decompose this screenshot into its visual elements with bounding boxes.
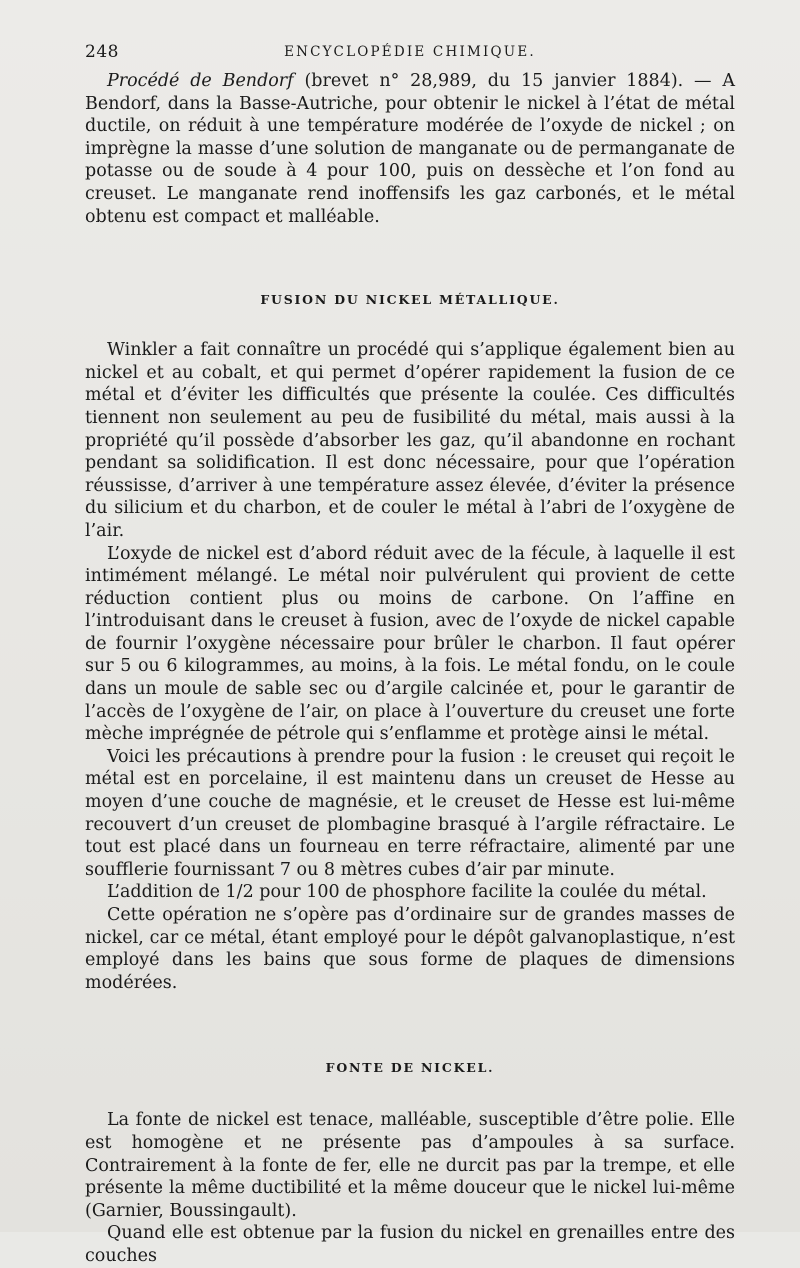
bendorf-text: (brevet n° 28,989, du 15 janvier 1884). — A Bendorf, dans la Basse-Autriche, pour obtenir le nickel à l’état de métal ductile, on réduit à une température modérée de l’oxyde de nickel ; on imprègne la masse d’une solution de manganate ou de permanganate de potasse ou de soude à 4 pour 100, puis on dessèche et l’on fond au creuset. Le manganate rend inoffensifs les gaz carbonés, et le métal obtenu est compact et malléable. [85, 71, 735, 227]
running-head [85, 42, 735, 66]
section-heading-fusion: FUSION DU NICKEL MÉTALLIQUE. [260, 292, 560, 308]
bendorf-lead: Procédé de Bendorf [107, 71, 294, 91]
page-number: 248 [85, 42, 119, 62]
fusion-paragraph-5: Cette opération ne s’opère pas d’ordinaire sur de grandes masses de nickel, car ce métal, étant employé pour le dépôt galvanoplastique, n’est employé dans les bains que sous forme de plaques de dimensions modérées. [85, 905, 735, 993]
fonte-paragraph-2: Quand elle est obtenue par la fusion du nickel en grenailles entre des couches [85, 1223, 735, 1266]
fusion-paragraph-2: L’oxyde de nickel est d’abord réduit avec de la fécule, à laquelle il est intimément mélangé. Le métal noir pulvérulent qui provient de cette réduction contient plus ou moins de carbone. On l’affine en l’introduisant dans le creuset à fusion, avec de l’oxyde de nickel capable de fournir l’oxygène nécessaire pour brûler le charbon. Il faut opérer sur 5 ou 6 kilogrammes, au moins, à la fois. Le métal fondu, on le coule dans un moule de sable sec ou d’argile calcinée et, pour le garantir de l’accès de l’oxygène de l’air, on place à l’ouverture du creuset une forte mèche imprégnée de pétrole qui s’enflamme et protège ainsi le métal. [85, 543, 735, 745]
running-title: ENCYCLOPÉDIE CHIMIQUE. [284, 44, 536, 60]
fusion-paragraph-4: L’addition de 1/2 pour 100 de phosphore facilite la coulée du métal. [107, 882, 707, 903]
section-heading-fonte: FONTE DE NICKEL. [325, 1060, 495, 1076]
fusion-paragraph-3: Voici les précautions à prendre pour la fusion : le creuset qui reçoit le métal est en porcelaine, il est maintenu dans un creuset de Hesse au moyen d’une couche de magnésie, et le creuset de Hesse est lui-même recouvert d’un creuset de plombagine brasqué à l’argile réfractaire. Le tout est placé dans un fourneau en terre réfractaire, alimenté par une soufflerie fournissant 7 ou 8 mètres cubes d’air par minute. [85, 746, 735, 880]
bendorf-paragraph [85, 70, 735, 228]
fonte-paragraph-1: La fonte de nickel est tenace, malléable, susceptible d’être polie. Elle est homogène et ne présente pas d’ampoules à sa surface. Contrairement à la fonte de fer, elle ne durcit pas par la trempe, et elle présente la même ductibilité et la même douceur que le nickel lui-même (Garnier, Boussingault). [85, 1110, 735, 1221]
page-content [85, 70, 735, 1268]
fusion-paragraph-1: Winkler a fait connaître un procédé qui s’applique également bien au nickel et au cobalt, et qui permet d’opérer rapidement la fusion de ce métal et d’éviter les difficultés que présente la coulée. Ces difficultés tiennent non seulement au peu de fusibilité du métal, mais aussi à la propriété qu’il possède d’absorber les gaz, qu’il abandonne en rochant pendant sa solidification. Il est donc nécessaire, pour que l’opération réussisse, d’arriver à une température assez élevée, d’éviter la présence du silicium et du charbon, et de couler le métal à l’abri de l’oxygène de l’air. [85, 340, 735, 541]
